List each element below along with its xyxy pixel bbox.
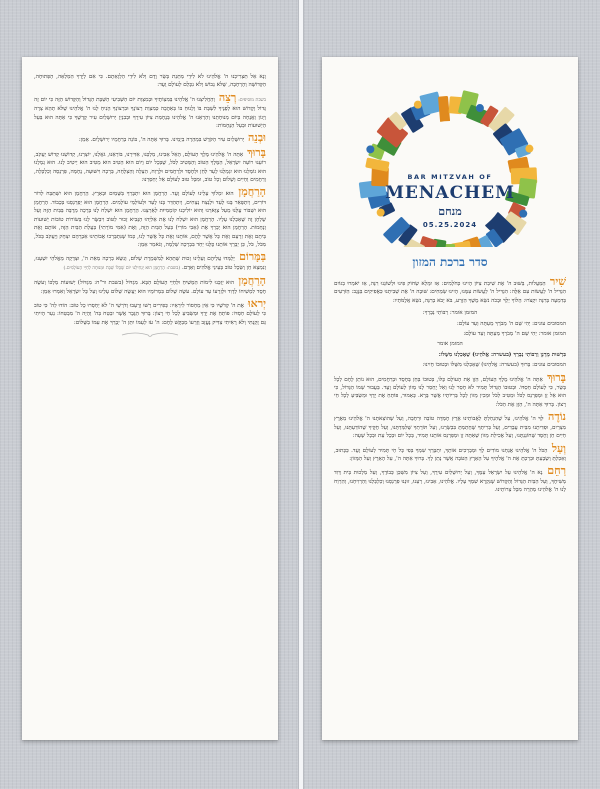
building-shape: [438, 96, 450, 123]
paragraph-lead: רְצֵה: [218, 90, 237, 104]
paragraph-lead: וּבְנֵה: [247, 131, 266, 145]
header-artwork: [334, 57, 566, 247]
paragraph-lead: נוֹדֶה: [548, 410, 567, 424]
building-shape: [365, 158, 390, 172]
building-shape: [445, 244, 455, 247]
paragraph-text: יְלַמְּדוּ עֲלֵיהֶם וְעָלֵינוּ זְכוּת שֶׁתְּהֵא לְמִשְׁמֶרֶת שָׁלוֹם, וְנִשָּׂא בְרָכָה מֵאֵת ה', וּצְדָקָה מֵאֱלֹהֵי יִשְׁעֵנוּ, וְנִמְצָא חֵן וְשֵׂכֶל טוֹב בְּעֵינֵי אֱלֹהִים וְאָדָם.: [34, 256, 266, 271]
celebrant-name: MENACHEM: [385, 183, 515, 203]
paragraph-harachaman-2: [34, 274, 266, 296]
paragraph-lead: רַחֵם: [547, 464, 566, 478]
paragraph-text: לְּךָ ה' אֱלֹהֵינוּ, עַל שֶׁהִנְחַלְתָּ לַאֲבוֹתֵינוּ אֶרֶץ חֶמְדָּה טוֹבָה וּרְחָבָה, וְעַל שֶׁהוֹצֵאתָנוּ ה' אֱלֹהֵינוּ מֵאֶרֶץ מִצְרַיִם, וּפְדִיתָנוּ מִבֵּית עֲבָדִים, וְעַל בְּרִיתְךָ שֶׁחָתַמְתָּ בִּבְשָׂרֵנוּ, וְעַל תּוֹרָתְךָ שֶׁלִּמַּדְתָּנוּ, וְעַל חֻקֶּיךָ שֶׁהוֹדַעְתָּנוּ, וְעַל חַיִּים חֵן וָחֶסֶד שֶׁחוֹנַנְתָּנוּ, וְעַל אֲכִילַת מָזוֹן שָׁאַתָּה זָן וּמְפַרְנֵס אוֹתָנוּ תָּמִיד, בְּכָל יוֹם וּבְכָל עֵת וּבְכָל שָׁעָה:: [334, 416, 566, 440]
paragraph-top: [34, 73, 266, 90]
center-divider: [298, 0, 304, 789]
benching-card-back: [22, 57, 278, 740]
paragraph-bamarom: [34, 250, 266, 273]
paragraph-lead: הָרַחֲמָן: [238, 274, 266, 288]
paragraph-text: אֶת ה' קְדֹשָׁיו כִּי אֵין מַחְסוֹר לִירֵאָיו: כְּפִירִים רָשׁוּ וְרָעֵבוּ וְדֹרְשֵׁי ה' לֹא יַחְסְרוּ כָל טוֹב: הוֹדוּ לַה' כִּי טוֹב כִּי לְעוֹלָם חַסְדּוֹ: פּוֹתֵחַ אֶת יָדֶךָ וּמַשְׂבִּיעַ לְכָל חַי רָצוֹן: בָּרוּךְ הַגֶּבֶר אֲשֶׁר יִבְטַח בַּה' וְהָיָה ה' מִבְטַחוֹ: נַעַר הָיִיתִי גַּם זָקַנְתִּי וְלֹא רָאִיתִי צַדִּיק נֶעֱזָב וְזַרְעוֹ מְבַקֶּשׁ לָחֶם: ה' עֹז לְעַמּוֹ יִתֵּן ה' יְבָרֵךְ אֶת עַמּוֹ בַשָּׁלוֹם:: [34, 302, 266, 326]
zimun-line: המזמן אומר: רַבּוֹתַי נְבָרֵךְ:: [422, 310, 478, 317]
paragraph-veal: [334, 441, 566, 464]
zimun-line: המסובים עונים: בָּרוּךְ (בעשרה: אֱלֹהֵינוּ) שֶׁאָכַלְנוּ מִשֶּׁלּוֹ וּבְטוּבוֹ חָיִינוּ:: [422, 362, 566, 369]
paragraph-shir: [334, 275, 566, 305]
paragraph-lead: יְראוּ: [247, 296, 266, 310]
paragraph-rachem: [334, 464, 566, 494]
shabbat-note: (בשבת: הָרַחֲמָן הוּא יַנְחִילֵנוּ יוֹם שֶׁכֻּלּוֹ שַׁבָּת וּמְנוּחָה לְחַיֵּי הָעוֹלָמִים.): [63, 265, 181, 271]
paragraph-text: יְרוּשָׁלַיִם עִיר הַקֹּדֶשׁ בִּמְהֵרָה בְיָמֵינוּ. בָּרוּךְ אַתָּה ה', בּוֹנֵה בְרַחֲמָיו יְרוּשָׁלָיִם. אָמֵן:: [78, 137, 245, 144]
paragraph-lead: שִׁיר: [549, 275, 566, 288]
flourish-ornament: [34, 331, 266, 342]
paragraph-harachaman-1: [34, 185, 266, 249]
paragraph-text: נָא ה' אֱלֹהֵינוּ עַל יִשְׂרָאֵל עַמֶּךָ, וְעַל יְרוּשָׁלַיִם עִירֶךָ, וְעַל צִיּוֹן מִשְׁכַּן כְּבוֹדֶךָ, וְעַל מַלְכוּת בֵּית דָּוִד מְשִׁיחֶךָ, וְעַל הַבַּיִת הַגָּדוֹל וְהַקָּדוֹשׁ שֶׁנִּקְרָא שִׁמְךָ עָלָיו. אֱלֹהֵינוּ, אָבִינוּ, רְעֵנוּ, זוּנֵנוּ פַּרְנְסֵנוּ וְכַלְכְּלֵנוּ וְהַרְוִיחֵנוּ, וְהַרְוַח לָנוּ ה' אֱלֹהֵינוּ מְהֵרָה מִכָּל צָרוֹתֵינוּ.: [334, 470, 566, 494]
paragraph-text: הוּא יְזַכֵּנוּ לִימוֹת הַמָּשִׁיחַ וּלְחַיֵּי הָעוֹלָם הַבָּא. מִגְדּוֹל (בשבת ור"ח: מִגְדּוֹל) יְשׁוּעוֹת מַלְכּוֹ וְעֹשֶׂה חֶסֶד לִמְשִׁיחוֹ לְדָוִד וּלְזַרְעוֹ עַד עוֹלָם. עֹשֶׂה שָׁלוֹם בִּמְרוֹמָיו הוּא יַעֲשֶׂה שָׁלוֹם עָלֵינוּ וְעַל כָּל יִשְׂרָאֵל וְאִמְרוּ אָמֵן:: [34, 280, 266, 295]
zimun-block: [334, 309, 566, 369]
paragraph-lead: בָּרוּךְ: [547, 370, 566, 384]
paragraph-uvnei: [34, 131, 266, 145]
page-title: סדר ברכת המזון: [412, 255, 488, 269]
jerusalem-skyline-wreath: [334, 57, 566, 247]
dome-shape: [525, 145, 533, 153]
benching-card-front: [322, 57, 578, 740]
paragraph-baruch: [34, 145, 266, 185]
zimun-line: המזמן אומר: [437, 341, 463, 348]
celebrant-hebrew-name: מנחם: [438, 205, 462, 218]
dome-shape: [476, 104, 484, 112]
paragraph-yiru: [34, 296, 266, 327]
paragraph-lead: בַּמָּרוֹם: [239, 250, 266, 264]
paragraph-text: אַתָּה ה' אֱלֹהֵינוּ מֶלֶךְ הָעוֹלָם, הָאֵל אָבִינוּ, מַלְכֵּנוּ, אַדִּירֵנוּ, בּוֹרְאֵנוּ, גֹּאֲלֵנוּ, יוֹצְרֵנוּ, קְדוֹשֵׁנוּ קְדוֹשׁ יַעֲקֹב, רוֹעֵנוּ רוֹעֵה יִשְׂרָאֵל, הַמֶּלֶךְ הַטּוֹב וְהַמֵּטִיב לַכֹּל, שֶׁבְּכָל יוֹם וָיוֹם הוּא הֵטִיב הוּא מֵטִיב הוּא יֵיטִיב לָנוּ. הוּא גְמָלָנוּ הוּא גוֹמְלֵנוּ הוּא יִגְמְלֵנוּ לָעַד לְחֵן וּלְחֶסֶד וּלְרַחֲמִים וּלְרֶוַח, הַצָּלָה וְהַצְלָחָה, בְּרָכָה וִישׁוּעָה, נֶחָמָה, פַּרְנָסָה וְכַלְכָּלָה, וְרַחֲמִים וְחַיִּים וְשָׁלוֹם וְכָל טוֹב, וּמִכָּל טוּב לְעוֹלָם אַל יְחַסְּרֵנוּ:: [34, 151, 266, 184]
paragraph-text: וְנָא אַל תַּצְרִיכֵנוּ ה' אֱלֹהֵינוּ לֹא לִידֵי מַתְּנַת בָּשָׂר וָדָם וְלֹא לִידֵי הַלְוָאָתָם. כִּי אִם לְיָדְךָ הַמְּלֵאָה, הַפְּתוּחָה, הַקְּדוֹשָׁה וְהָרְחָבָה, שֶׁלֹּא נֵבוֹשׁ וְלֹא נִכָּלֵם לְעוֹלָם וָעֶד:: [34, 74, 266, 89]
paragraph-text: הוּא יִמְלוֹךְ עָלֵינוּ לְעוֹלָם וָעֶד. הָרַחֲמָן הוּא יִתְבָּרַךְ בַּשָּׁמַיִם וּבָאָרֶץ. הָרַחֲמָן הוּא יִשְׁתַּבַּח לְדוֹר דּוֹרִים, וְיִתְפָּאַר בָּנוּ לָעַד וּלְנֵצַח נְצָחִים, וְיִתְהַדַּר בָּנוּ לָעַד וּלְעוֹלְמֵי עוֹלָמִים. הָרַחֲמָן הוּא יְפַרְנְסֵנוּ בְּכָבוֹד. הָרַחֲמָן הוּא יִשְׁבּוֹר עֻלֵּנוּ מֵעַל צַוָּארֵנוּ וְהוּא יוֹלִיכֵנוּ קוֹמְמִיּוּת לְאַרְצֵנוּ. הָרַחֲמָן הוּא יִשְׁלַח לָנוּ בְּרָכָה מְרֻבָּה בַּבַּיִת הַזֶּה וְעַל שֻׁלְחָן זֶה שֶׁאָכַלְנוּ עָלָיו. הָרַחֲמָן הוּא יִשְׁלַח לָנוּ אֶת אֵלִיָּהוּ הַנָּבִיא זָכוּר לַטּוֹב וִיבַשֶּׂר לָנוּ בְּשׂוֹרוֹת טוֹבוֹת יְשׁוּעוֹת וְנֶחָמוֹת. הָרַחֲמָן הוּא יְבָרֵךְ אֶת (אָבִי מוֹרִי) בַּעַל הַבַּיִת הַזֶּה, וְאֶת (אִמִּי מוֹרָתִי) בַּעֲלַת הַבַּיִת הַזֶּה, אוֹתָם וְאֶת בֵּיתָם וְאֶת זַרְעָם וְאֶת כָּל אֲשֶׁר לָהֶם, אוֹתָנוּ וְאֶת כָּל אֲשֶׁר לָנוּ, כְּמוֹ שֶׁנִּתְבָּרְכוּ אֲבוֹתֵינוּ אַבְרָהָם יִצְחָק וְיַעֲקֹב בַּכֹּל, מִכֹּל, כֹּל, כֵּן יְבָרֵךְ אוֹתָנוּ כֻּלָּנוּ יַחַד בִּבְרָכָה שְׁלֵמָה, וְנֹאמַר אָמֵן:: [34, 191, 266, 248]
zimun-line: בִּרְשׁוּת מָרָנָן וְרַבּוֹתַי נְבָרֵךְ (בעשרה: אֱלֹהֵינוּ) שֶׁאָכַלְנוּ מִשֶּׁלּוֹ:: [438, 351, 566, 358]
dome-shape: [366, 145, 374, 153]
paragraph-nodeh: [334, 410, 567, 440]
paragraph-text: וְהַחֲלִיצֵנוּ ה' אֱלֹהֵינוּ בְּמִצְוֹתֶיךָ וּבְמִצְוַת יוֹם הַשְּׁבִיעִי הַשַּׁבָּת הַגָּדוֹל וְהַקָּדוֹשׁ הַזֶּה כִּי יוֹם זֶה גָּדוֹל וְקָדוֹשׁ הוּא לְפָנֶיךָ לִשְׁבָּת בּוֹ וְלָנוּחַ בּוֹ בְּאַהֲבָה כְּמִצְוַת רְצוֹנֶךָ וּבִרְצוֹנְךָ הָנִיחַ לָנוּ ה' אֱלֹהֵינוּ שֶׁלֹּא תְהֵא צָרָה וְיָגוֹן וַאֲנָחָה בְּיוֹם מְנוּחָתֵנוּ וְהַרְאֵנוּ ה' אֱלֹהֵינוּ בְּנֶחָמַת צִיּוֹן עִירֶךָ וּבְבִנְיַן יְרוּשָׁלַיִם עִיר קָדְשֶׁךָ כִּי אַתָּה הוּא בַּעַל הַיְשׁוּעוֹת וּבַעַל הַנֶּחָמוֹת:: [34, 96, 266, 130]
shabbat-note: בשבת מוסיפים:: [238, 97, 266, 103]
paragraph-text: הַכֹּל ה' אֱלֹהֵינוּ אֲנַחְנוּ מוֹדִים לָךְ וּמְבָרְכִים אוֹתָךְ, יִתְבָּרַךְ שִׁמְךָ בְּפִי כָּל חַי תָּמִיד לְעוֹלָם וָעֶד. כַּכָּתוּב, וְאָכַלְתָּ וְשָׂבָעְתָּ וּבֵרַכְתָּ אֶת ה' אֱלֹהֶיךָ עַל הָאָרֶץ הַטֹּבָה אֲשֶׁר נָתַן לָךְ. בָּרוּךְ אַתָּה ה', עַל הָאָרֶץ וְעַל הַמָּזוֹן:: [334, 447, 566, 462]
paragraph-lead: בָּרוּךְ: [247, 145, 266, 159]
paragraph-retzei: [34, 90, 266, 131]
bar-mitzvah-label: BAR MITZVAH OF: [407, 173, 493, 181]
zimun-line: המזמן אומר: יְהִי שֵׁם ה' מְבֹרָךְ מֵעַתָּה וְעַד עוֹלָם:: [463, 331, 566, 338]
zimun-line: המסובים עונים: יְהִי שֵׁם ה' מְבֹרָךְ מֵעַתָּה וְעַד עוֹלָם:: [456, 320, 566, 327]
paragraph-lead: וְעַל: [551, 441, 566, 455]
paragraph-text: הַמַּעֲלוֹת, בְּשׁוּב ה' אֶת שִׁיבַת צִיּוֹן הָיִינוּ כְּחֹלְמִים: אָז יִמָּלֵא שְׂחוֹק פִּינוּ וּלְשׁוֹנֵנוּ רִנָּה, אָז יֹאמְרוּ בַגּוֹיִם הִגְדִּיל ה' לַעֲשׂוֹת עִם אֵלֶּה: הִגְדִּיל ה' לַעֲשׂוֹת עִמָּנוּ, הָיִינוּ שְׂמֵחִים: שׁוּבָה ה' אֶת שְׁבִיתֵנוּ כַּאֲפִיקִים בַּנֶּגֶב: הַזֹּרְעִים בְּדִמְעָה בְּרִנָּה יִקְצֹרוּ: הָלוֹךְ יֵלֵךְ וּבָכֹה נֹשֵׂא מֶשֶׁךְ הַזָּרַע, בֹּא יָבֹא בְרִנָּה, נֹשֵׂא אֲלֻמֹּתָיו:: [334, 281, 566, 304]
paragraph-text: אַתָּה ה' אֱלֹהֵינוּ מֶלֶךְ הָעוֹלָם, הַזָּן אֶת הָעוֹלָם כֻּלּוֹ, בְּטוּבוֹ בְּחֵן בְּחֶסֶד וּבְרַחֲמִים, הוּא נוֹתֵן לֶחֶם לְכָל בָּשָׂר, כִּי לְעוֹלָם חַסְדּוֹ. וּבְטוּבוֹ הַגָּדוֹל תָּמִיד לֹא חָסַר לָנוּ וְאַל יֶחְסַר לָנוּ מָזוֹן לְעוֹלָם וָעֶד. בַּעֲבוּר שְׁמוֹ הַגָּדוֹל, כִּי הוּא אֵל זָן וּמְפַרְנֵס לַכֹּל וּמֵטִיב לַכֹּל וּמֵכִין מָזוֹן לְכָל בְּרִיּוֹתָיו אֲשֶׁר בָּרָא. כָּאָמוּר, פּוֹתֵחַ אֶת יָדֶךָ וּמַשְׂבִּיעַ לְכָל חַי רָצוֹן. בָּרוּךְ אַתָּה ה', הַזָּן אֶת הַכֹּל:: [334, 376, 566, 408]
paragraph-lead: הָרַחֲמָן: [238, 185, 266, 199]
paragraph-baruch: [334, 370, 566, 410]
dome-shape: [414, 101, 422, 109]
event-date: 05.25.2024: [422, 221, 478, 229]
